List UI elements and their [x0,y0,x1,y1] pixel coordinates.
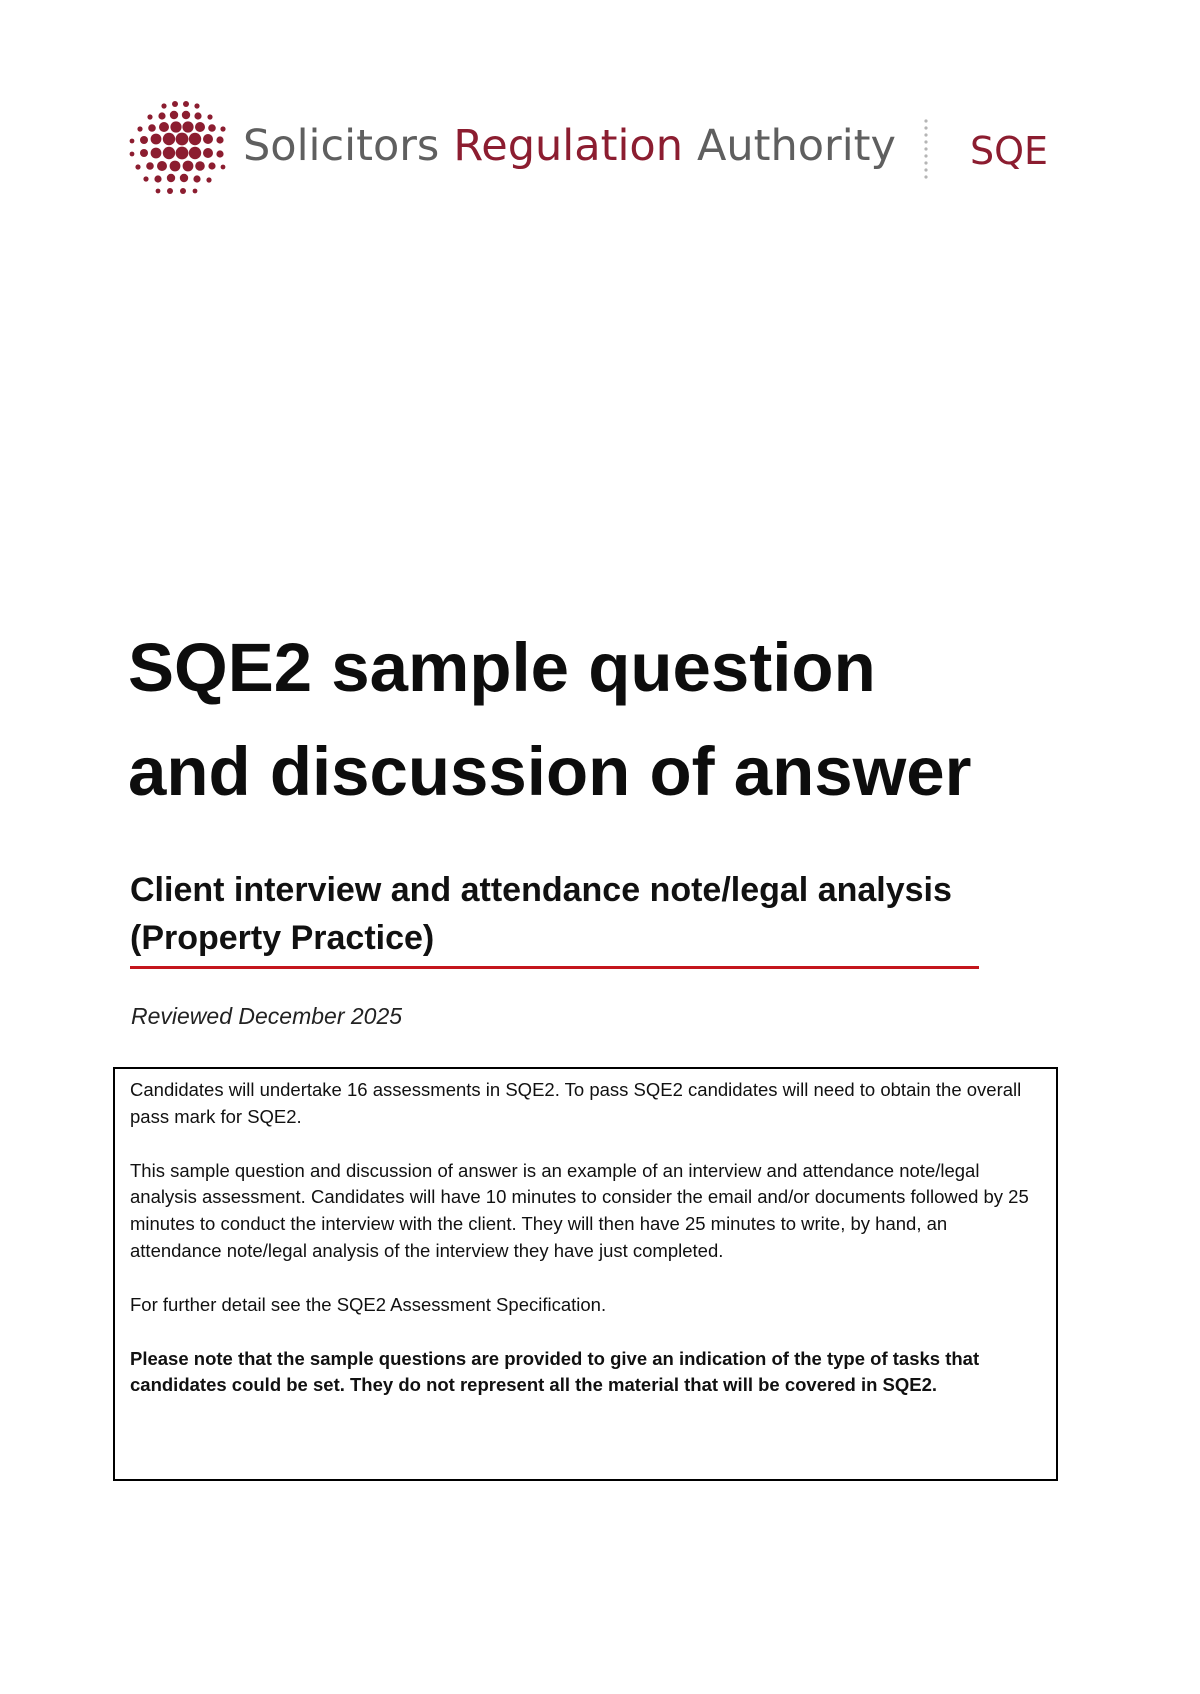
subtitle-line-1: Client interview and attendance note/legal analysis [130,871,952,909]
dotted-divider [923,118,929,180]
brand-word-solicitors: Solicitors [243,121,440,171]
notice-paragraph-disclaimer: Please note that the sample questions are provided to give an indication of the type of tasks that candidates could be set. They do not represent all the material that will be covered in SQE2. [130,1347,980,1396]
header [128,98,1058,200]
notice-paragraph-description: This sample question and discussion of answer is an example of an interview and attendance note/legal analysis assessment. Candidates will have 10 minutes to consider the email and/or documents followed by 25 minutes to conduct the interview with the client. They will then have 25 minutes to write, by hand, an attendance note/legal analysis of the interview they have just completed. [130,1159,1029,1261]
subtitle-line-2: (Property Practice) [130,919,435,957]
sqe-mark: SQE [970,129,1049,173]
title-line-2: and discussion of answer [128,733,972,810]
subtitle-underline [130,966,979,969]
page-title [128,616,1088,824]
brand-word-authority: Authority [696,121,896,171]
notice-paragraph-assessments: Candidates will undertake 16 assessments in SQE2. To pass SQE2 candidates will need to obtain the overall pass mark for SQE2. [130,1079,1022,1127]
title-line-1: SQE2 sample question [128,629,876,706]
sra-logo-icon [128,98,228,200]
page-subtitle [130,866,990,962]
notice-paragraph-specification: For further detail see the SQE2 Assessment Specification. [130,1293,607,1315]
brand-word-regulation: Regulation [453,121,683,171]
reviewed-date: Reviewed December 2025 [131,1003,403,1029]
brand-name [243,120,896,172]
notice-box [113,1067,1058,1481]
